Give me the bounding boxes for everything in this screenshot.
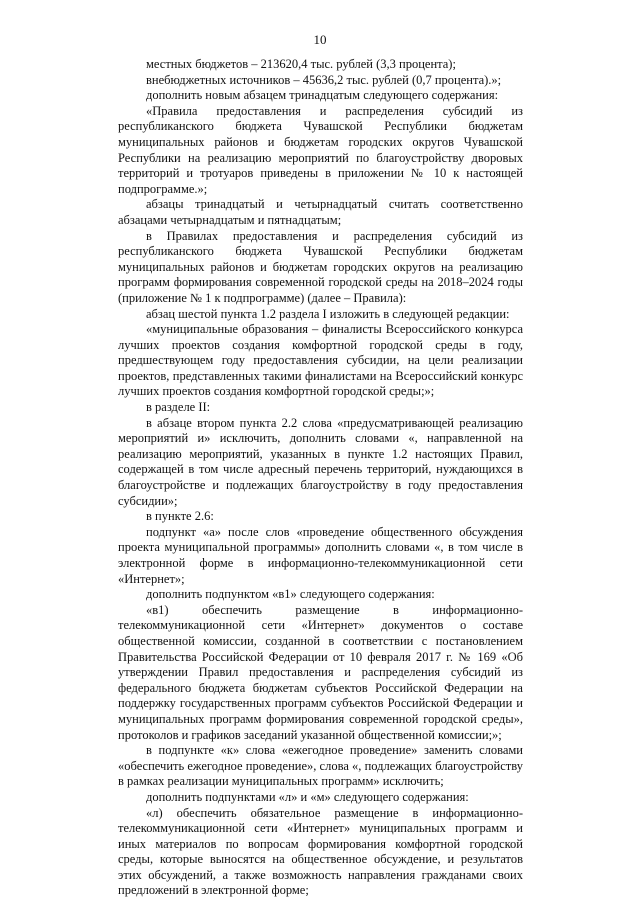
page-number: 10 xyxy=(313,32,327,47)
paragraph: в подпункте «к» слова «ежегодное проведение» заменить словами «обеспечить ежегодное проведение», слова «, подлежащих благоустройству в рамках реализации муниципальных программ» исключить; xyxy=(118,743,523,789)
paragraph: абзацы тринадцатый и четырнадцатый считать соответственно абзацами четырнадцатым и пятнадцатым; xyxy=(118,197,523,227)
paragraph: в пункте 2.6: xyxy=(146,509,214,524)
document-body xyxy=(118,57,523,899)
paragraph: в Правилах предоставления и распределения субсидий из республиканского бюджета Чувашской Республики бюджетам муниципальных районов и бюджетам городских округов на реализацию программ формирования современной городской среды на 2018–2024 годы (приложение № 1 к подпрограмме) (далее – Правила): xyxy=(118,228,523,305)
paragraph: абзац шестой пункта 1.2 раздела I изложить в следующей редакции: xyxy=(146,306,510,321)
paragraph: дополнить подпунктами «л» и «м» следующего содержания: xyxy=(146,789,469,804)
paragraph: в абзаце втором пункта 2.2 слова «предусматривающей реализацию мероприятий и» исключить, дополнить словами «, направленной на реализацию мероприятий, указанных в пункте 1.2 настоящих Правил, содержащей в том числе адресный перечень территорий, нуждающихся в благоустройстве и подлежащих благоустройству в году предоставления субсидии»; xyxy=(118,415,523,508)
paragraph: в разделе II: xyxy=(146,400,211,415)
paragraph: внебюджетных источников – 45636,2 тыс. рублей (0,7 процента).»; xyxy=(146,72,502,87)
paragraph: «в1) обеспечить размещение в информационно-телекоммуникационной сети «Интернет» документов о составе общественной комиссии, созданной в соответствии с постановлением Правительства Российской Федерации от 10 февраля 2017 г. № 169 «Об утверждении Правил предоставления и распределения субсидий из федерального бюджета бюджетам субъектов Российской Федерации на поддержку государственных программ субъектов Российской Федерации и муниципальных программ формирования современной городской среды», протоколов и графиков заседаний указанной общественной комиссии;»; xyxy=(118,602,523,742)
paragraph: «л) обеспечить обязательное размещение в информационно-телекоммуникационной сети «Интернет» муниципальных программ и иных материалов по вопросам формирования комфортной городской среды, которые выносятся на общественное обсуждение, и результатов этих обсуждений, а также возможность направления гражданами своих предложений в электронной форме; xyxy=(118,805,523,898)
paragraph: «Правила предоставления и распределения субсидий из республиканского бюджета Чувашской Республики бюджетам муниципальных районов и бюджетам городских округов Чувашской Республики на реализацию мероприятий по благоустройству дворовых территорий и тротуаров приведены в приложении № 10 к настоящей подпрограмме.»; xyxy=(118,103,523,196)
paragraph: дополнить подпунктом «в1» следующего содержания: xyxy=(146,587,435,602)
paragraph: дополнить новым абзацем тринадцатым следующего содержания: xyxy=(146,88,499,103)
paragraph: местных бюджетов – 213620,4 тыс. рублей (3,3 процента); xyxy=(146,57,456,71)
paragraph: подпункт «а» после слов «проведение общественного обсуждения проекта муниципальной программы» дополнить словами «, в том числе в электронной форме в информационно-телекоммуникационной сети «Интернет»; xyxy=(118,524,523,586)
paragraph: «муниципальные образования – финалисты Всероссийского конкурса лучших проектов создания комфортной городской среды в году, предшествующем году предоставления субсидии, на цели реализации проектов, представленных такими финалистами на Всероссийский конкурс лучших проектов создания комфортной городской среды;»; xyxy=(118,322,523,399)
